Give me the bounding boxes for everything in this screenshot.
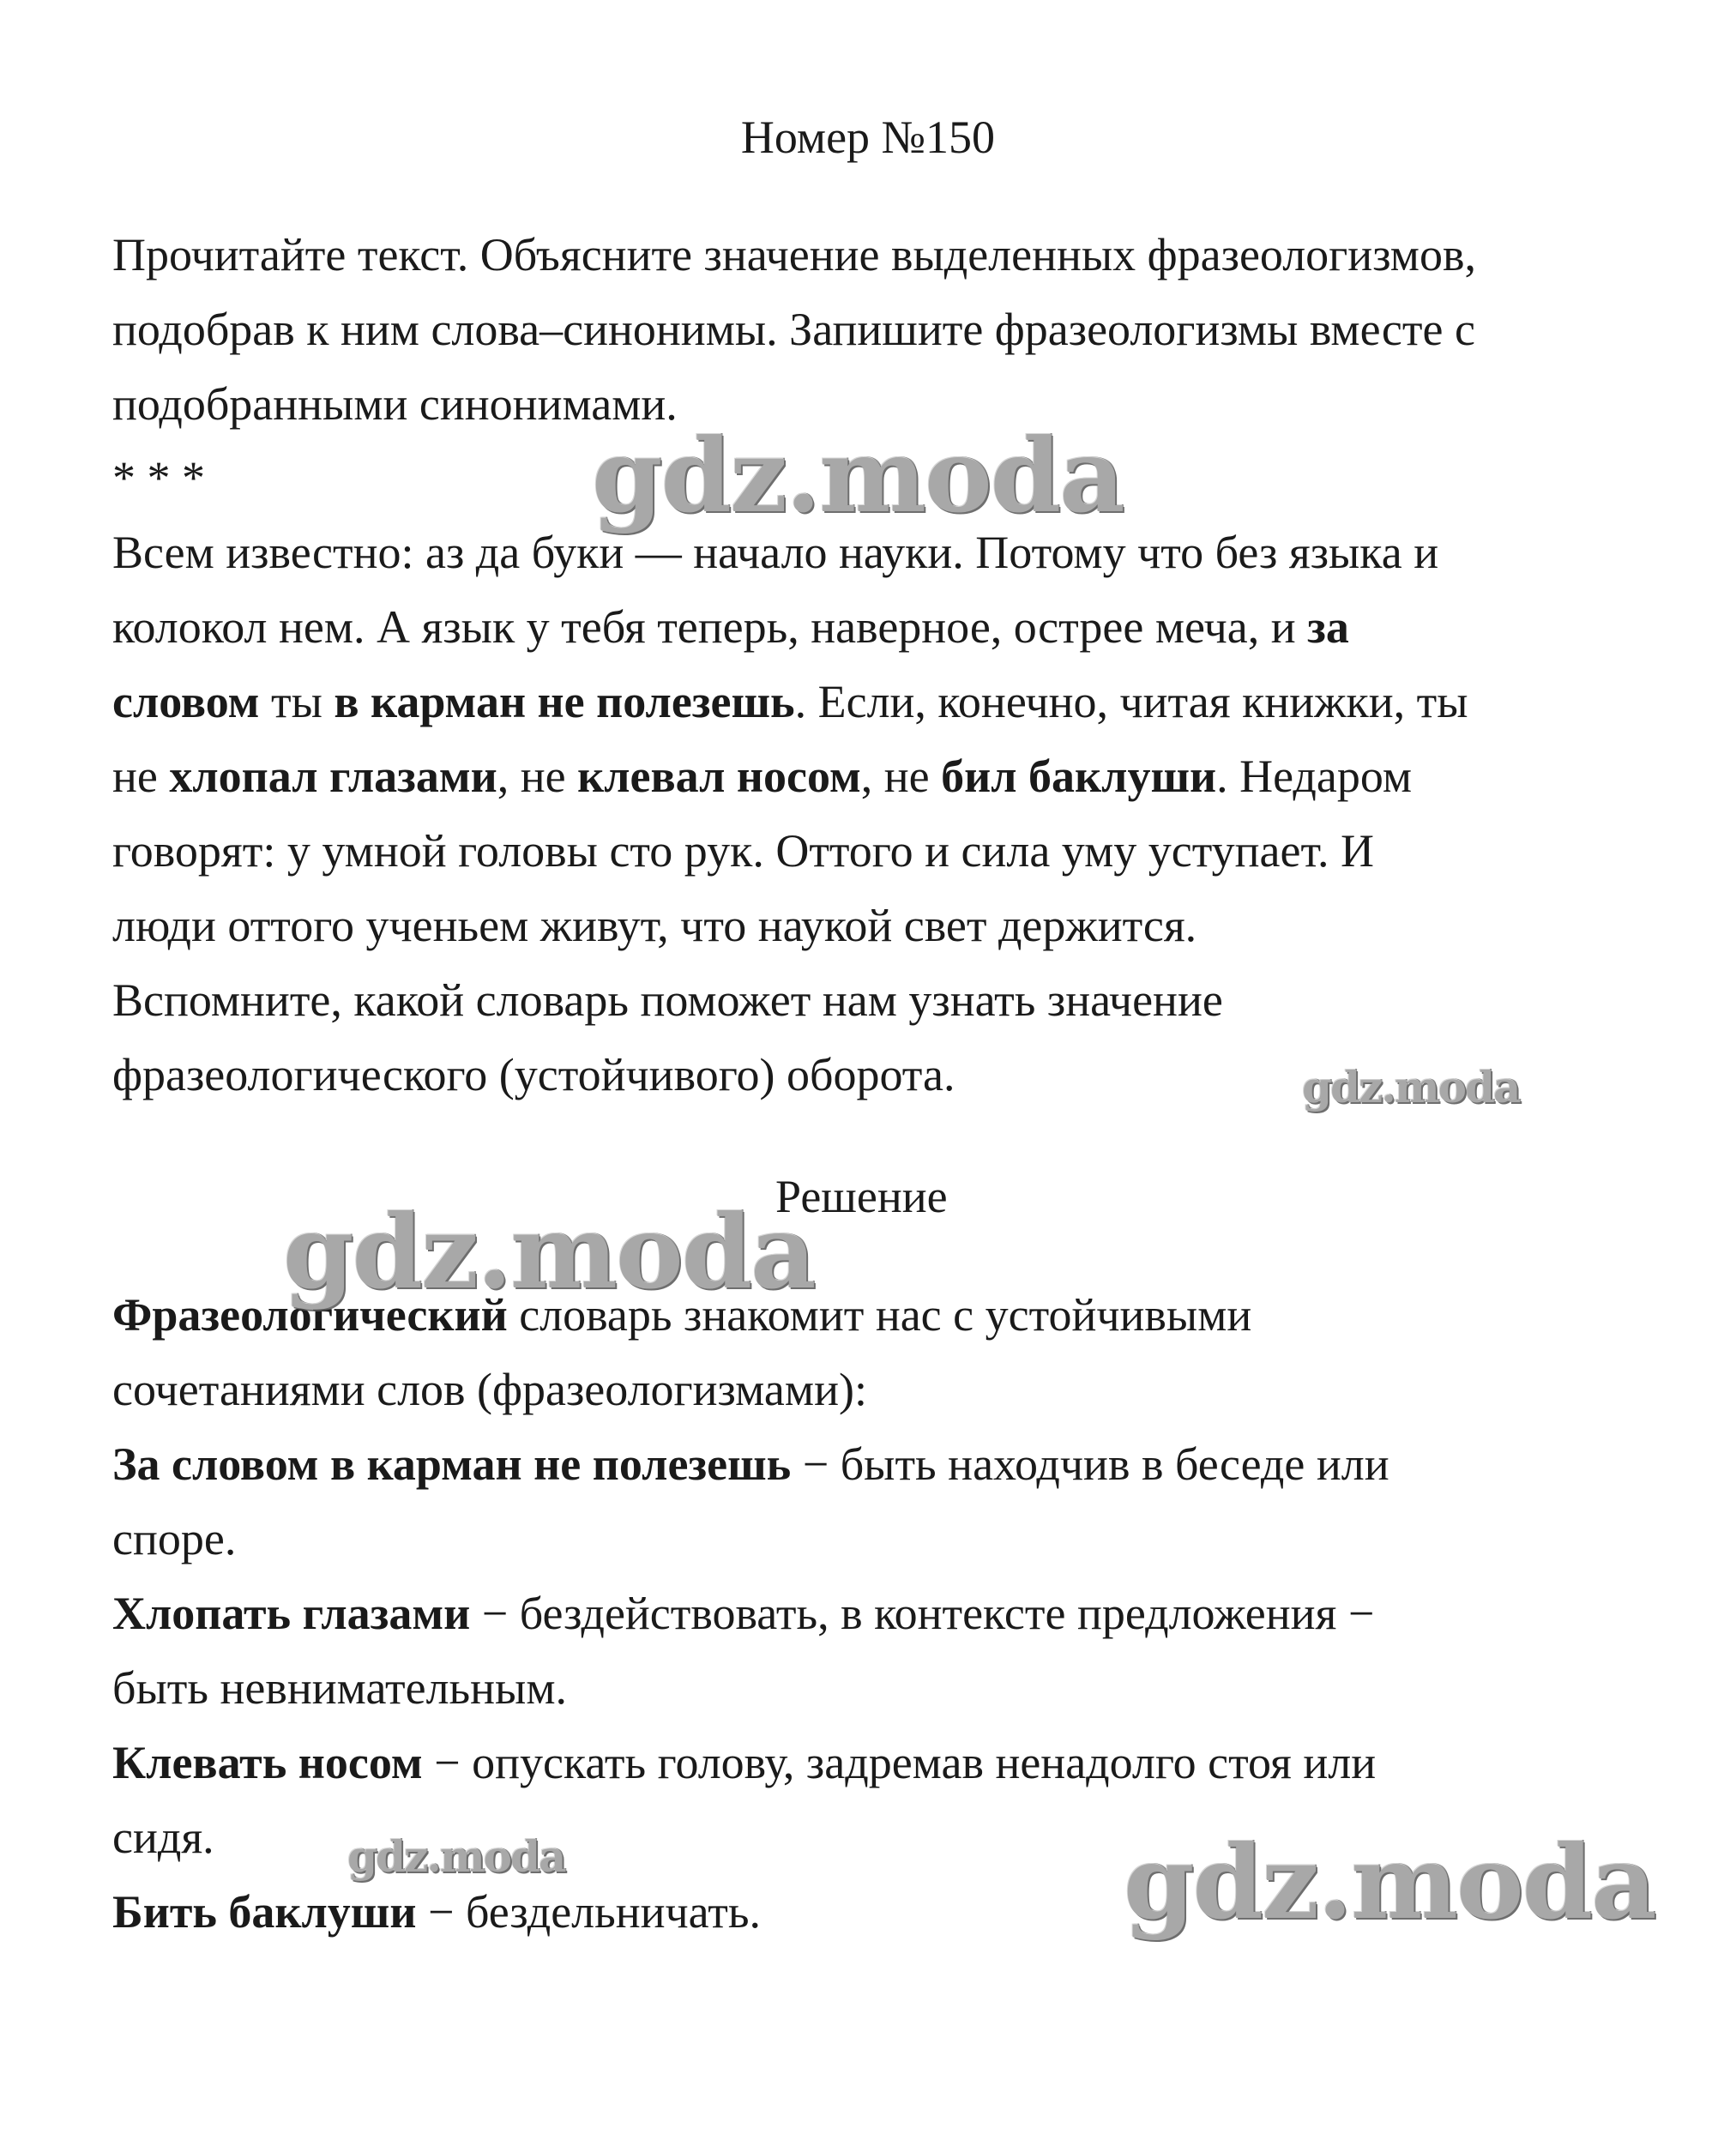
definition-item-continued: сидя. [112, 1811, 214, 1863]
definition-term: За словом в карман не полезешь [112, 1438, 792, 1490]
text-line-1: Всем известно: аз да буки — начало науки. Потому что без языка и [112, 527, 1439, 578]
solution-heading: Решение [775, 1171, 948, 1222]
intro-bold: Фразеологический [112, 1289, 508, 1341]
phrase-bold: клевал носом [577, 751, 861, 802]
solution-intro-line-1: Фразеологический словарь знакомит нас с устойчивыми [112, 1289, 1252, 1341]
text-line-4: не хлопал глазами, не клевал носом, не бил баклуши. Недаром [112, 751, 1413, 802]
definition-item: За словом в карман не полезешь − быть находчив в беседе или [112, 1438, 1389, 1490]
phrase-bold: бил баклуши [941, 751, 1217, 802]
task-line-2: подобрав к ним слова–синонимы. Запишите фразеологизмы вместе с [112, 304, 1475, 355]
separator: * * * [112, 452, 205, 503]
definition-item: Клевать носом − опускать голову, задремав ненадолго стоя или [112, 1737, 1377, 1788]
task-line-3: подобранными синонимами. [112, 378, 678, 430]
watermark: gdz.moda [347, 1831, 565, 1882]
definition-term: Хлопать глазами [112, 1588, 471, 1639]
text-line-5: говорят: у умной головы сто рук. Оттого и сила уму уступает. И [112, 825, 1374, 877]
text-line-6: люди оттого ученьем живут, что наукой свет держится. [112, 900, 1197, 951]
phrase-bold: хлопал глазами [169, 751, 497, 802]
text-line-7: Вспомните, какой словарь поможет нам узнать значение [112, 974, 1223, 1026]
text-line-8: фразеологического (устойчивого) оборота. [112, 1049, 955, 1100]
watermark: gdz.moda [1124, 1823, 1655, 1942]
phrase-bold: за [1307, 601, 1349, 653]
solution-intro-line-2: сочетаниями слов (фразеологизмами): [112, 1364, 867, 1415]
phrase-bold: в карман не полезешь [334, 676, 795, 727]
watermark: gdz.moda [283, 1192, 815, 1311]
definition-item-continued: споре. [112, 1513, 237, 1564]
page-title: Номер №150 [740, 112, 996, 163]
definition-item: Хлопать глазами − бездействовать, в контексте предложения − [112, 1588, 1375, 1639]
definition-item: Бить баклуши − бездельничать. [112, 1886, 761, 1938]
phrase-bold: словом [112, 676, 260, 727]
task-line-1: Прочитайте текст. Объясните значение выделенных фразеологизмов, [112, 229, 1476, 280]
text-line-2: колокол нем. А язык у тебя теперь, наверное, острее меча, и за [112, 601, 1349, 653]
definition-term: Клевать носом [112, 1737, 423, 1788]
definition-item-continued: быть невнимательным. [112, 1662, 568, 1714]
watermark: gdz.moda [1302, 1062, 1520, 1112]
definition-term: Бить баклуши [112, 1886, 417, 1938]
watermark: gdz.moda [592, 416, 1124, 535]
text-line-3: словом ты в карман не полезешь. Если, конечно, читая книжки, ты [112, 676, 1468, 727]
